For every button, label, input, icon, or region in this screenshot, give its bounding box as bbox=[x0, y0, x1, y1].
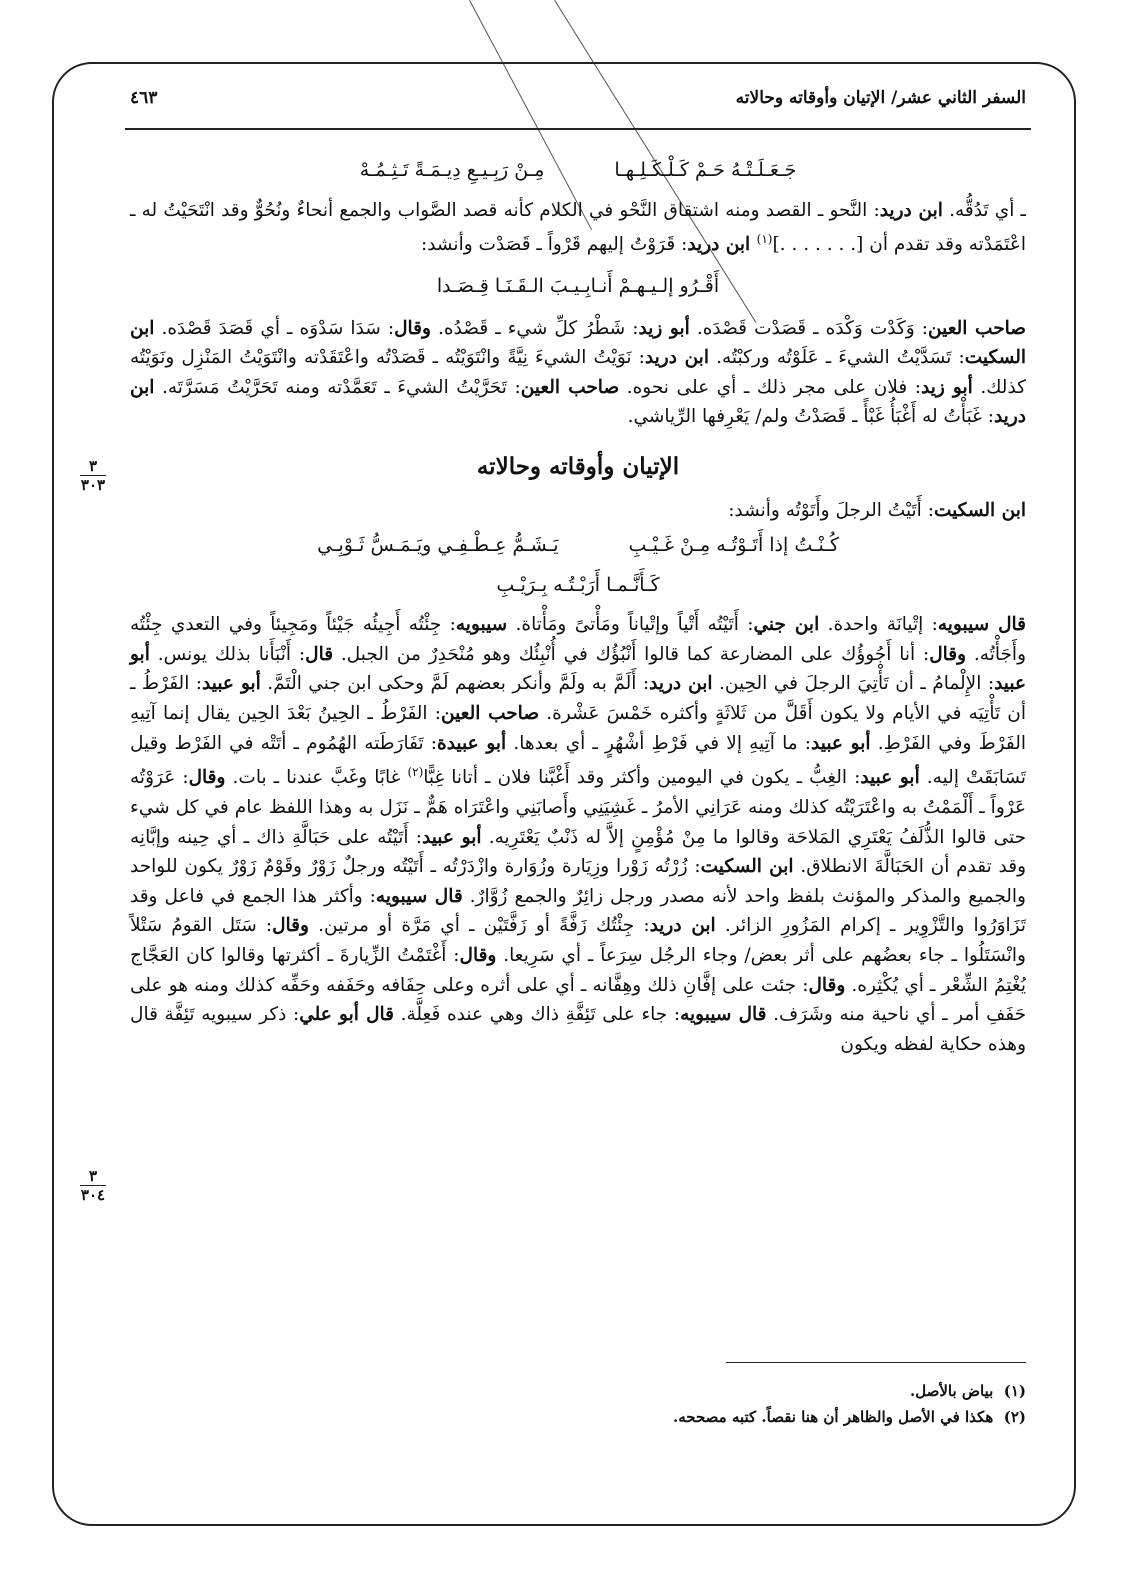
verse-3 bbox=[130, 531, 1026, 561]
verse-hemistich-right: كُـنْـتُ إذا أَتَـوْتُـه مِـنْ غَـيْـبِ bbox=[628, 534, 839, 557]
page-number: ٤٦٣ bbox=[130, 88, 158, 108]
paragraph-1: ـ أي تَدُقُّه. ابن دريد: النَّحو ـ القصد ومنه اشتقاق النَّحْو في الكلام كأنه قصد الصَّواب والجمع أنحاءٌ ونُحُوٌّ وقد انْتَحَيْتُ له ـ اعْتَمَدْته وقد تقدم أن [. . . . . . .]$^{(١)}$ ابن دريد: قَرَوْتُ إليهم قَرْواً ـ قَصَدْت وأنشد: bbox=[130, 199, 1026, 256]
footnote-ref-1[interactable]: (١) bbox=[756, 232, 773, 247]
header-rule bbox=[125, 128, 1031, 130]
footnote-1: (١) بياض بالأصل. bbox=[910, 1382, 1026, 1400]
verse-2: أَقْـرُو إلـيـهـمْ أَنـابِـيـبَ الـقَـنَـا قِـصَـدا bbox=[436, 274, 720, 297]
margin-page-ref-1: ٣ ٣٠٣ bbox=[80, 457, 106, 494]
verse-hemistich-left: يَـشَـمُّ عِـطْـفِـي ويَـمَـسُّ ثَـوْبِـي bbox=[317, 534, 559, 557]
footnote-ref-2[interactable]: (٢) bbox=[407, 765, 424, 780]
running-title: السفر الثاني عشر/ الإتيان وأوقاته وحالاته bbox=[735, 88, 1026, 108]
paragraph-3: ابن السكيت: أَتَيْتُ الرجلَ وأَتَوْتُه وأنشد: bbox=[728, 499, 1026, 521]
paragraph-2: صاحب العين: وَكَدْت وَكْدَه ـ قَصَدْت قَصْدَه. أبو زيد: شَطْرُ كلِّ شيء ـ قَصْدُه. وقال: سَدَا سَدْوَه ـ أي قَصَدَ قَصْدَه. ابن السكيت: تَسَدَّيْتُ الشيءَ ـ عَلَوْتُه وركبْتُه. ابن دريد: نَوَيْتُ الشيءَ نِيَّةً وانْتَوَيْتُه ـ قَصَدْتُه واعْتَقَدْته وانْتَوَيْتُ المَنْزِل ونَوَيْتُه كذلك. أبو زيد: فلان على مجر ذلك ـ أي على نحوه. صاحب العين: تَحَرَّيْتُ الشيءَ ـ تَعَمَّدْته ومنه تَحَرَّيْتُ مَسَرَّتَه. ابن دريد: غَبَأْتُ له أَغْبَأُ غَبْأً ـ قَصَدْتُ ولم/ يَعْرِفها الرِّياشي. bbox=[130, 317, 1026, 428]
page-header bbox=[130, 88, 1026, 108]
verse-hemistich-left: مِـنْ رَبِـيـعِ دِيـمَـةً تَـثِـمُـهْ bbox=[359, 159, 545, 181]
footnotes bbox=[130, 1378, 1026, 1430]
footnote-2: (٢) هكذا في الأصل والظاهر أن هنا نقصاً. كتبه مصححه. bbox=[673, 1408, 1026, 1426]
verse-4: كَـأَنَّـمـا أَرَبْـتُـه بِـرَيْـبِ bbox=[496, 573, 660, 596]
verse-hemistich-right: جَـعَـلَـتْـهُ حَـمْ كَـلْـكَـلِـهـا bbox=[614, 159, 797, 181]
verse-1 bbox=[130, 156, 1026, 186]
paragraph-4: قال سيبويه: إتْيانَة واحدة. ابن جني: أَتَيْتُه أَتْياً وإتْياناً ومَأْتىً ومَأْتاة. سيبويه: جِئْتُه أَجِيئُه جَيْئاً ومَجِيئاً وفي التعدي جِئْتُه وأَجَأْتُه. وقال: أنا أَجُوؤُك على المضارعة كما قالوا أَنْبُؤُك في أُنْبِئُك وهو مُنْحَدِرٌ من الجبل. قال: أَنْبَأَنا بذلك يونس. أبو عبيد: الإِلْمامُ ـ أن تَأْتِيَ الرجلَ في الحِين. ابن دريد: أَلَمَّ به ولَمَّ وأنكر بعضهم لَمَّ وحكى ابن جني الْتَمَّ. أبو عبيد: الفَرْطُ ـ أن تَأْتِيَه في الأيام ولا يكون أَقَلَّ من ثَلاثَةٍ وأكثره خَمْسَ عَشْرة. صاحب العين: الفَرْطُ ـ الحِينُ بَعْدَ الحِين يقال إنما آتِيهِ الفَرْطَ وفي الفَرْطِ. أبو عبيد: ما آتِيهِ إلا في فَرْطِ أشْهُرٍ ـ أي بعدها. أبو عبيدة: تَفَارَطَته الهُمُوم ـ أتَتْه في الفَرْط وقيل تَسَابَقَتْ إليه. أبو عبيد: الغِبُّ ـ يكون في اليومين وأكثر وقد أَغْبَّنا فلان ـ أتانا غِبًّا$^{(٢)}$ غابًا وغَبَّ عندنا ـ بات. وقال: عَرَوْتُه عَرْواً ـ أَلْمَمْتُ به واعْتَرَيْتُه كذلك ومنه عَرَانِي الأمرُ ـ غَشِيَنِي وأَصابَنِي واعْتَرَاه هَمٌّ ـ نَزَل به وهذا اللفظ عام في كل شيء حتى قالوا الذُّلَفُ يَعْتَرِي المَلاحَة وقالوا ما مِنْ مُؤْمِنٍ إلاَّ له ذَنْبٌ يَعْتَرِيه. أبو عبيد: أَتَيْتُه على حَبَالَّةِ ذاك ـ أي حِينه وإبَّانِه وقد تقدم أن الحَبَالَّةَ الانطلاق. ابن السكيت: زُرْتُه زَوْرا وزِيَارة وزُوَارة وازْدَرْتُه ـ أَتَيْتُه ورجلٌ زَوْرٌ وقَوْمٌ زَوْرٌ يكون للواحد والجميع والمذكر والمؤنث بلفظ واحد لأنه مصدر ورجل زائِرٌ والجمع زُوَّارٌ. قال سيبويه: وأكثر هذا الجمع في فاعل وقد تَزَاوَرُوا والتَّزْوِير ـ إكرام المَزُورِ الزائر. ابن دريد: جِئْتُك زَفَّةً أو زَفَّتَيْن ـ أي مَرَّة أو مرتين. وقال: سَتَل القومُ سَتْلاً وانْسَتَلُوا ـ جاء بعضُهم على أثر بعض/ وجاء الرجُل سِرَعاً ـ أي سَرِيعا. وقال: أَغْتَمْتُ الزِّيارةَ ـ أكثرتها وقالوا كان العَجَّاج يُغْتِمُ الشِّعْر ـ أي يُكْثِره. وقال: جئت على إفَّانِ ذلك وهِفَّانه ـ أي على أثره وعلى حِفَافه وحَفَفه وحَفِّه كذلك ومنه هو على حَفَفِ أمر ـ أي ناحية منه وشَرَف. قال سيبويه: جاء على تَئِفَّةِ ذاك وهي عنده فَعِلَّة. قال أبو علي: ذكر سيبويه تَئِفَّة قال وهذه حكاية لفظه ويكون bbox=[130, 614, 1027, 1055]
footnote-rule bbox=[726, 1362, 1026, 1363]
margin-page-ref-2: ٣ ٣٠٤ bbox=[80, 1167, 106, 1204]
section-title: الإتيان وأوقاته وحالاته bbox=[476, 452, 680, 480]
main-text bbox=[130, 150, 1026, 1059]
